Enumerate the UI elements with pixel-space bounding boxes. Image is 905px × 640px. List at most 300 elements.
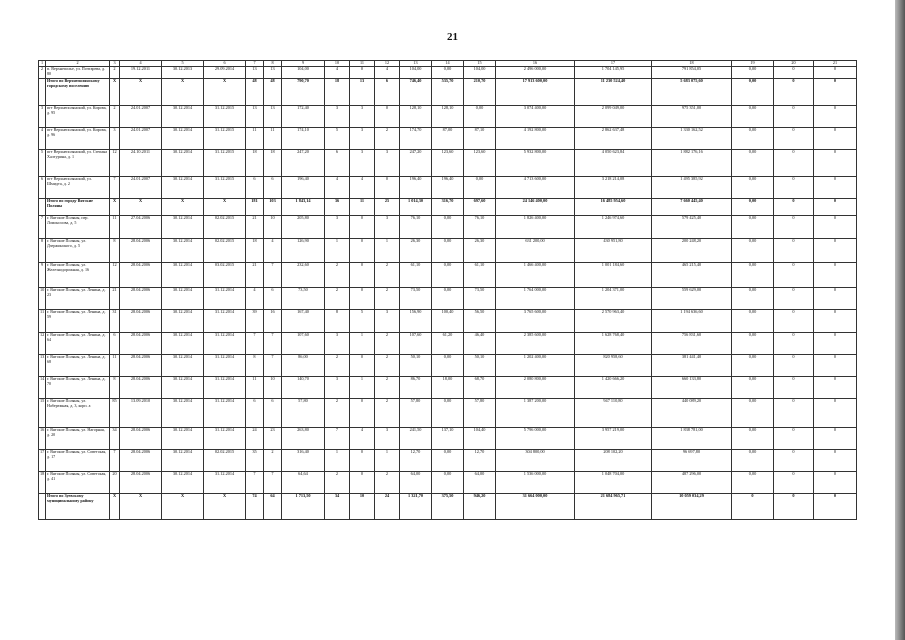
table-cell: 6 xyxy=(246,399,264,428)
table-row xyxy=(39,355,857,377)
table-cell: 2 xyxy=(325,288,350,310)
address-cell: Итого по Зуевскому муниципальному району xyxy=(46,494,110,520)
table-cell: 23 xyxy=(264,428,282,450)
table-cell: 103 xyxy=(264,199,282,216)
table-cell: 1 xyxy=(325,450,350,472)
table-cell: 2 xyxy=(110,67,120,79)
table-cell: 31.12.2014 xyxy=(204,355,246,377)
table-cell: 140,70 xyxy=(282,377,325,399)
column-number: 2 xyxy=(46,61,110,67)
table-cell: 128,10 xyxy=(400,106,432,128)
table-row xyxy=(39,288,857,310)
table-cell: 7 xyxy=(264,263,282,288)
table-cell: 0 xyxy=(350,67,375,79)
table-cell: 28.04.2006 xyxy=(120,239,162,263)
table-row xyxy=(39,239,857,263)
table-cell: 0,00 xyxy=(464,177,496,199)
table-cell: 28.04.2006 xyxy=(120,333,162,355)
table-cell: 10 059 034,29 xyxy=(652,494,732,520)
address-cell: г. Вятские Поляны, ул. Ленина, д. 59 xyxy=(46,310,110,333)
table-cell: 660 133,80 xyxy=(652,377,732,399)
table-cell: 0 xyxy=(350,288,375,310)
table-cell: 3 765 600,00 xyxy=(496,310,575,333)
table-row xyxy=(39,216,857,239)
table-cell: 0,00 xyxy=(432,399,464,428)
table-cell: 0,00 xyxy=(432,67,464,79)
table-cell: 3 074 400,00 xyxy=(496,106,575,128)
table-cell: 2 099 049,00 xyxy=(575,106,652,128)
column-number: 3 xyxy=(110,61,120,67)
table-cell: 64,00 xyxy=(400,472,432,494)
table-cell: 0 xyxy=(814,333,857,355)
table-cell: 791 854,05 xyxy=(652,67,732,79)
table-cell: 0 xyxy=(814,494,857,520)
table-cell: 0,00 xyxy=(432,472,464,494)
table-cell: 2 xyxy=(325,355,350,377)
table-cell: 196,40 xyxy=(432,177,464,199)
address-cell: пгт Верхнеполянский, ул. Шмидта, д. 2 xyxy=(46,177,110,199)
table-cell: 241,50 xyxy=(400,428,432,450)
table-cell: 18 xyxy=(39,472,46,494)
table-cell: 174,70 xyxy=(400,128,432,150)
table-cell: 7 xyxy=(110,177,120,199)
table-cell: X xyxy=(120,494,162,520)
table-cell: 0 xyxy=(375,177,400,199)
address-cell: пгт Верхнеполянский, ул. Кирова, д. 96 xyxy=(46,128,110,150)
table-cell: 10 xyxy=(350,494,375,520)
table-cell: 196,40 xyxy=(400,177,432,199)
table-cell: 104,00 xyxy=(464,67,496,79)
address-cell: пгт Верхнеполянский, ул. Кирова, д. 95 xyxy=(46,106,110,128)
table-cell: 73,50 xyxy=(400,288,432,310)
table-cell: 0 xyxy=(774,310,814,333)
table-cell: 46,40 xyxy=(464,333,496,355)
table-cell: 1 713,50 xyxy=(282,494,325,520)
column-number: 14 xyxy=(432,61,464,67)
table-cell: 76,10 xyxy=(400,216,432,239)
table-cell: 0 xyxy=(774,355,814,377)
table-cell: 31.12.2014 xyxy=(204,472,246,494)
subtotal-row xyxy=(39,494,857,520)
table-cell: 1 014,30 xyxy=(400,199,432,216)
table-row xyxy=(39,333,857,355)
table-cell: 0,00 xyxy=(732,128,774,150)
table-cell: 128,10 xyxy=(432,106,464,128)
table-cell: 0 xyxy=(774,494,814,520)
table-cell: 7 xyxy=(325,428,350,450)
table-cell: 0 xyxy=(350,263,375,288)
table-cell: 35 xyxy=(246,450,264,472)
table-cell: 8 xyxy=(110,239,120,263)
table-cell: 2 xyxy=(325,472,350,494)
table-cell: 5 796 000,00 xyxy=(496,428,575,450)
column-number: 10 xyxy=(325,61,350,67)
table-cell: 3 xyxy=(350,150,375,177)
address-cell: г. Вятские Поляны, ул. Ленина, д. 70 xyxy=(46,377,110,399)
table-cell: 0 xyxy=(774,79,814,106)
column-number: 1 xyxy=(39,61,46,67)
table-cell: 0,00 xyxy=(432,450,464,472)
table-cell: 7 660 445,40 xyxy=(652,199,732,216)
table-row xyxy=(39,263,857,288)
table-cell: 0 xyxy=(814,377,857,399)
table-cell: 0,00 xyxy=(464,106,496,128)
table-cell: 3 218 214,08 xyxy=(575,177,652,199)
table-cell: 2 xyxy=(264,450,282,472)
address-cell: п. Верхнеполье, ул. Почтарева, д. 80 xyxy=(46,67,110,79)
table-cell: 196,40 xyxy=(282,177,325,199)
table-cell: 3 xyxy=(350,106,375,128)
table-cell: 697,60 xyxy=(464,199,496,216)
table-cell: 28.04.2006 xyxy=(120,310,162,333)
column-number: 21 xyxy=(814,61,857,67)
table-cell: 17 xyxy=(39,450,46,472)
table-cell: 137,10 xyxy=(432,428,464,450)
table-cell: 1 387 200,00 xyxy=(496,399,575,428)
table-cell: 3 xyxy=(375,428,400,450)
table-cell: 28.04.2006 xyxy=(120,355,162,377)
table-cell: 2 496 000,00 xyxy=(496,67,575,79)
table-cell: 4 xyxy=(325,177,350,199)
table-cell: 4 xyxy=(264,239,282,263)
table-cell: 1 843,14 xyxy=(282,199,325,216)
table-cell: 2 xyxy=(325,263,350,288)
table-cell: 39 xyxy=(246,310,264,333)
table-cell: 1 194 636,60 xyxy=(652,310,732,333)
table-cell: 20 xyxy=(110,472,120,494)
table-cell: 947 110,80 xyxy=(575,399,652,428)
table-cell: 5 xyxy=(350,310,375,333)
table-cell: 6 xyxy=(110,333,120,355)
table-cell: 24 146 400,00 xyxy=(496,199,575,216)
table-cell: 21 xyxy=(246,263,264,288)
table-cell: 104,40 xyxy=(464,428,496,450)
table-cell: 4 050 623,84 xyxy=(575,150,652,177)
table-cell: 24.10.2011 xyxy=(120,150,162,177)
table-row xyxy=(39,428,857,450)
table-cell: 0 xyxy=(375,106,400,128)
table-cell: 0 xyxy=(350,399,375,428)
table-cell: 0,00 xyxy=(432,263,464,288)
table-cell: 31 664 000,00 xyxy=(496,494,575,520)
table-cell: 123,60 xyxy=(432,150,464,177)
table-cell: 8 xyxy=(246,355,264,377)
table-cell: 11 xyxy=(110,216,120,239)
table-cell: 31.12.2015 xyxy=(204,177,246,199)
column-number: 13 xyxy=(400,61,432,67)
table-cell: 1 764 000,00 xyxy=(496,288,575,310)
table-cell: 0,00 xyxy=(732,333,774,355)
table-cell: 0 xyxy=(814,450,857,472)
address-cell: пгт Верхнеполянский, ул. Степана Халтурина, д. 1 xyxy=(46,150,110,177)
table-cell: 0 xyxy=(350,450,375,472)
table-cell: 7 xyxy=(246,472,264,494)
table-cell: 1 628 768,40 xyxy=(575,333,652,355)
table-cell: 0 xyxy=(774,333,814,355)
table-cell: 0,00 xyxy=(732,428,774,450)
table-cell: 50,10 xyxy=(400,355,432,377)
table-cell: 0,00 xyxy=(732,310,774,333)
table-cell: 14 xyxy=(39,377,46,399)
table-cell: 156,90 xyxy=(400,310,432,333)
table-cell: 4 xyxy=(350,428,375,450)
page-number: 21 xyxy=(447,31,458,43)
table-cell: 7 xyxy=(246,333,264,355)
table-cell: 0 xyxy=(774,288,814,310)
table-cell: 1 xyxy=(325,239,350,263)
address-cell: г. Вятские Поляны, ул. Ленина, д. 64 xyxy=(46,333,110,355)
table-cell: 28.04.2006 xyxy=(120,377,162,399)
table-row xyxy=(39,472,857,494)
table-cell: 96 697,80 xyxy=(652,450,732,472)
table-cell: 0 xyxy=(350,472,375,494)
table-cell: 30.12.2014 xyxy=(162,239,204,263)
table-cell: 86,00 xyxy=(282,355,325,377)
table-cell: 21 xyxy=(110,288,120,310)
table-cell xyxy=(39,199,46,216)
table-cell: 15 xyxy=(39,399,46,428)
table-cell: 56,50 xyxy=(464,310,496,333)
address-cell: г. Вятские Поляны, ул. Набережная, д. 3, корп. а xyxy=(46,399,110,428)
table-cell: 107,60 xyxy=(282,333,325,355)
address-cell: г. Вятские Поляны, пер. Ломоносова, д. 5 xyxy=(46,216,110,239)
table-cell: 30.12.2014 xyxy=(162,355,204,377)
table-cell: 2 xyxy=(375,377,400,399)
table-cell: 48 xyxy=(246,79,264,106)
table-cell: 0 xyxy=(774,239,814,263)
table-cell: 205,80 xyxy=(282,216,325,239)
table-cell: 0,00 xyxy=(732,450,774,472)
table-cell: 2 xyxy=(375,288,400,310)
address-cell: Итого по Верхнеполянскому городскому поселению xyxy=(46,79,110,106)
table-cell: 0 xyxy=(814,216,857,239)
table-cell: 2 xyxy=(375,399,400,428)
table-cell: 756 831,60 xyxy=(652,333,732,355)
table-cell: 30.12.2014 xyxy=(162,428,204,450)
table-cell: 6 xyxy=(264,288,282,310)
column-number: 15 xyxy=(464,61,496,67)
table-cell: 30.12.2014 xyxy=(162,399,204,428)
table-cell: 535,70 xyxy=(432,79,464,106)
table-cell: 167,40 xyxy=(282,310,325,333)
table-cell: 26,30 xyxy=(464,239,496,263)
table-row xyxy=(39,106,857,128)
table-cell: 1 536 000,00 xyxy=(496,472,575,494)
table-cell: 0 xyxy=(774,216,814,239)
table-cell: 0 xyxy=(774,150,814,177)
table-cell: 11 xyxy=(246,377,264,399)
table-cell: X xyxy=(204,494,246,520)
table-cell: 16 xyxy=(39,428,46,450)
table-cell: X xyxy=(110,199,120,216)
table-cell: 28.04.2006 xyxy=(120,263,162,288)
table-cell: 0 xyxy=(350,239,375,263)
table-cell: 4 xyxy=(246,288,264,310)
table-cell: 10 xyxy=(39,288,46,310)
table-cell: 24 xyxy=(246,428,264,450)
table-cell: 24.01.2007 xyxy=(120,128,162,150)
address-cell: г. Вятские Поляны, ул. Ленина, д. 23 xyxy=(46,288,110,310)
table-cell: 13 xyxy=(350,79,375,106)
table-cell: 631 200,00 xyxy=(496,239,575,263)
table-cell: 11 xyxy=(39,310,46,333)
table-cell: 24.01.2007 xyxy=(120,177,162,199)
table-cell: 03.02.2015 xyxy=(204,263,246,288)
table-cell: 5 932 800,00 xyxy=(496,150,575,177)
table-cell: 12,70 xyxy=(464,450,496,472)
table-cell: 2 xyxy=(375,333,400,355)
table-cell: 0,00 xyxy=(732,239,774,263)
table-cell: 487 296,00 xyxy=(652,472,732,494)
table-cell: 3 xyxy=(325,216,350,239)
table-cell: X xyxy=(204,199,246,216)
table-cell: 12,70 xyxy=(400,450,432,472)
table-cell: 18 xyxy=(325,79,350,106)
table-row xyxy=(39,177,857,199)
table-cell: 26,30 xyxy=(400,239,432,263)
table-cell: 1 001 184,60 xyxy=(575,263,652,288)
table-cell: X xyxy=(204,79,246,106)
table-cell: 16 xyxy=(264,310,282,333)
table-cell: 18 xyxy=(264,150,282,177)
table-cell: 76,10 xyxy=(464,216,496,239)
table-row xyxy=(39,128,857,150)
table-cell: 13 xyxy=(39,355,46,377)
table-cell: 7 xyxy=(264,355,282,377)
table-cell: 2 xyxy=(375,472,400,494)
table-cell: 2 080 800,00 xyxy=(496,377,575,399)
table-cell: 0 xyxy=(814,199,857,216)
table-cell: 0 xyxy=(774,199,814,216)
table-cell: 0,00 xyxy=(432,239,464,263)
table-cell: 1 xyxy=(375,450,400,472)
table-cell: 50,10 xyxy=(464,355,496,377)
table-cell: 13.09.2010 xyxy=(120,399,162,428)
table-cell: 1 202 400,00 xyxy=(496,355,575,377)
table-cell: 946,20 xyxy=(464,494,496,520)
table-cell: 61,10 xyxy=(464,263,496,288)
table-cell: 36 xyxy=(325,199,350,216)
table-cell: 1 420 666,20 xyxy=(575,377,652,399)
table-cell: 975 351,00 xyxy=(652,106,732,128)
data-table xyxy=(38,60,857,520)
table-cell: 24.01.2007 xyxy=(120,106,162,128)
table-cell: 30.12.2014 xyxy=(162,216,204,239)
table-cell: 64,64 xyxy=(282,472,325,494)
table-cell: 0 xyxy=(774,263,814,288)
table-cell: 1 xyxy=(350,377,375,399)
table-cell: 1 048 704,00 xyxy=(575,472,652,494)
table-cell: 34 xyxy=(325,494,350,520)
table-cell: 30.12.2014 xyxy=(162,150,204,177)
table-cell: 1 246 974,60 xyxy=(575,216,652,239)
table-cell: X xyxy=(162,199,204,216)
table-cell: 3 xyxy=(350,128,375,150)
table-cell: 30.12.2014 xyxy=(162,288,204,310)
table-cell: 181 xyxy=(246,199,264,216)
table-cell: 316,70 xyxy=(432,199,464,216)
table-cell: 9 xyxy=(39,263,46,288)
table-cell: 0,00 xyxy=(732,150,774,177)
table-cell: 13 xyxy=(264,67,282,79)
table-cell: 0 xyxy=(350,355,375,377)
table-cell: 18 xyxy=(246,239,264,263)
table-cell: 0 xyxy=(774,450,814,472)
table-cell: 123,60 xyxy=(464,150,496,177)
table-cell: 247,20 xyxy=(282,150,325,177)
table-cell: 0,00 xyxy=(732,377,774,399)
table-cell: 3 xyxy=(375,310,400,333)
table-cell: 0 xyxy=(814,67,857,79)
address-cell: г. Вятские Поляны, ул. Железнодорожная, д. 16 xyxy=(46,263,110,288)
table-cell: 208 102,20 xyxy=(575,450,652,472)
table-cell: 0 xyxy=(774,106,814,128)
table-cell: 1 495 385,92 xyxy=(652,177,732,199)
table-cell: X xyxy=(120,79,162,106)
address-cell: Итого по городу Вятские Поляны xyxy=(46,199,110,216)
table-cell: 0,00 xyxy=(732,355,774,377)
table-cell: 28.04.2006 xyxy=(120,472,162,494)
table-cell: 11 xyxy=(246,128,264,150)
table-cell: 12 xyxy=(39,333,46,355)
table-cell: 30.12.2014 xyxy=(162,333,204,355)
table-cell: 375,50 xyxy=(432,494,464,520)
table-cell: 6 xyxy=(325,150,350,177)
table-cell: 126,90 xyxy=(282,239,325,263)
table-cell: 1 330 162,52 xyxy=(652,128,732,150)
table-cell: 3 xyxy=(110,128,120,150)
table-cell: 104,00 xyxy=(400,67,432,79)
table-cell: 5 xyxy=(325,128,350,150)
table-cell: 746,40 xyxy=(400,79,432,106)
column-number: 20 xyxy=(774,61,814,67)
table-cell: 7 xyxy=(264,472,282,494)
table-cell: 0,00 xyxy=(732,472,774,494)
table-cell: 104,00 xyxy=(282,67,325,79)
column-number: 6 xyxy=(204,61,246,67)
table-cell: 2 xyxy=(375,355,400,377)
table-cell: 64,00 xyxy=(464,472,496,494)
table-cell: 4 xyxy=(325,67,350,79)
address-cell: г. Вятские Поляны, ул. Советская, д. 41 xyxy=(46,472,110,494)
table-cell: 1 321,70 xyxy=(400,494,432,520)
table-cell: 74 xyxy=(246,494,264,520)
table-cell: 85 xyxy=(110,399,120,428)
table-cell: 7 xyxy=(264,333,282,355)
table-cell: 4 xyxy=(39,128,46,150)
table-cell: 6 xyxy=(264,399,282,428)
column-number: 18 xyxy=(652,61,732,67)
table-cell: 304 800,00 xyxy=(496,450,575,472)
table-cell: 21 xyxy=(246,216,264,239)
table-cell: 2 570 963,40 xyxy=(575,310,652,333)
table-cell: 0 xyxy=(814,355,857,377)
table-row xyxy=(39,310,857,333)
table-cell: 1 882 176,16 xyxy=(652,150,732,177)
address-cell: г. Вятские Поляны, ул. Ленина, д. 68 xyxy=(46,355,110,377)
table-cell: 4 192 800,00 xyxy=(496,128,575,150)
table-cell: 30.12.2014 xyxy=(162,377,204,399)
table-cell: 31.12.2014 xyxy=(204,399,246,428)
table-cell xyxy=(39,494,46,520)
table-cell: 210,70 xyxy=(464,79,496,106)
table-cell: 11 xyxy=(264,128,282,150)
table-cell: 16 485 954,60 xyxy=(575,199,652,216)
table-cell: 27.04.2006 xyxy=(120,216,162,239)
column-number: 8 xyxy=(264,61,282,67)
table-cell: 0,00 xyxy=(732,177,774,199)
column-number: 12 xyxy=(375,61,400,67)
